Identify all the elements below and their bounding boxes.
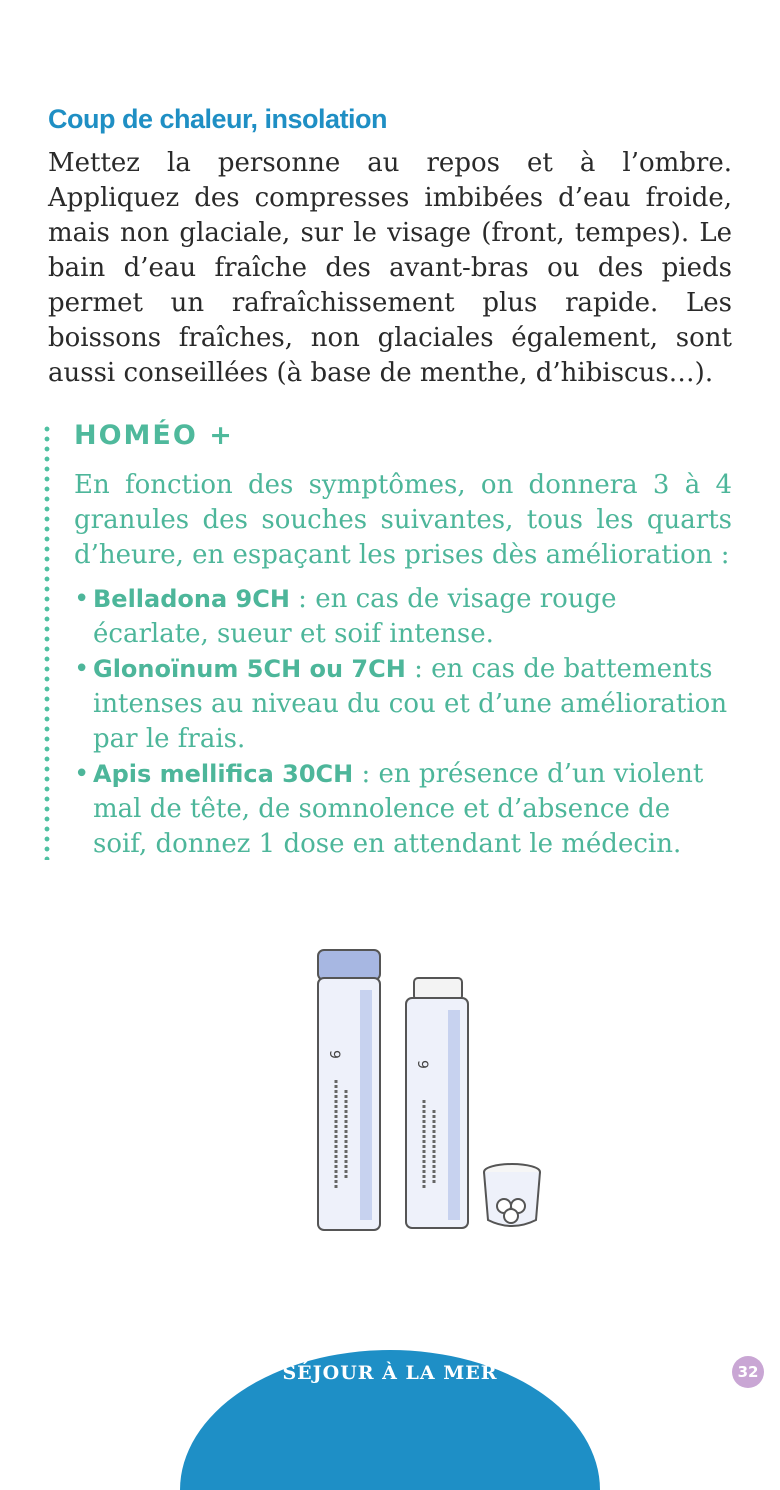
remedy-name: Apis mellifica 30CH <box>93 760 354 788</box>
dotted-border <box>44 424 50 860</box>
remedy-text: : en cas de battements intenses au niveau du cou et d’une amélioration par le frais. <box>93 654 728 754</box>
bullet: • <box>74 759 90 789</box>
large-tube <box>318 950 380 1230</box>
tube-dose-label: 9 <box>326 1050 342 1059</box>
cap-with-granules <box>484 1164 540 1226</box>
remedy-text: : en présence d’un violent mal de tête, de somnolence et d’absence de soif, donnez 1 dose en attendant le médecin. <box>93 759 704 859</box>
intro-paragraph: Mettez la personne au repos et à l’ombre. Appliquez des compresses imbibées d’eau froide, mais non glaciale, sur le visage (front, tempes). Le bain d’eau fraîche des avant-bras ou des pieds permet un rafraîchissement plus rapide. Les boissons fraîches, non glaciales également, sont aussi conseillées (à base de menthe, d’hibiscus…). <box>48 148 732 388</box>
chapter-banner-label: SÉJOUR À LA MER <box>282 1362 498 1384</box>
page-number-badge: 32 <box>732 1356 764 1388</box>
section-heading: Coup de chaleur, insolation <box>48 104 388 134</box>
small-tube <box>406 978 468 1228</box>
homeopathy-tubes-illustration <box>300 940 560 1250</box>
bullet: • <box>74 654 90 684</box>
remedy-name: Glonoïnum 5CH ou 7CH <box>93 655 406 683</box>
remedy-name: Belladona 9CH <box>93 585 290 613</box>
list-item <box>74 582 732 652</box>
bullet: • <box>74 584 90 614</box>
list-item <box>74 652 732 757</box>
homeo-title: HOMÉO + <box>74 420 234 451</box>
list-item <box>74 757 732 862</box>
remedy-text: : en cas de visage rouge écarlate, sueur et soif intense. <box>93 584 617 649</box>
remedy-list <box>74 582 732 862</box>
homeo-intro: En fonction des symptômes, on donnera 3 à 4 granules des souches suivantes, tous les quarts d’heure, en espaçant les prises dès amélioration : <box>74 470 732 570</box>
tube-dose-label: 9 <box>414 1060 430 1069</box>
